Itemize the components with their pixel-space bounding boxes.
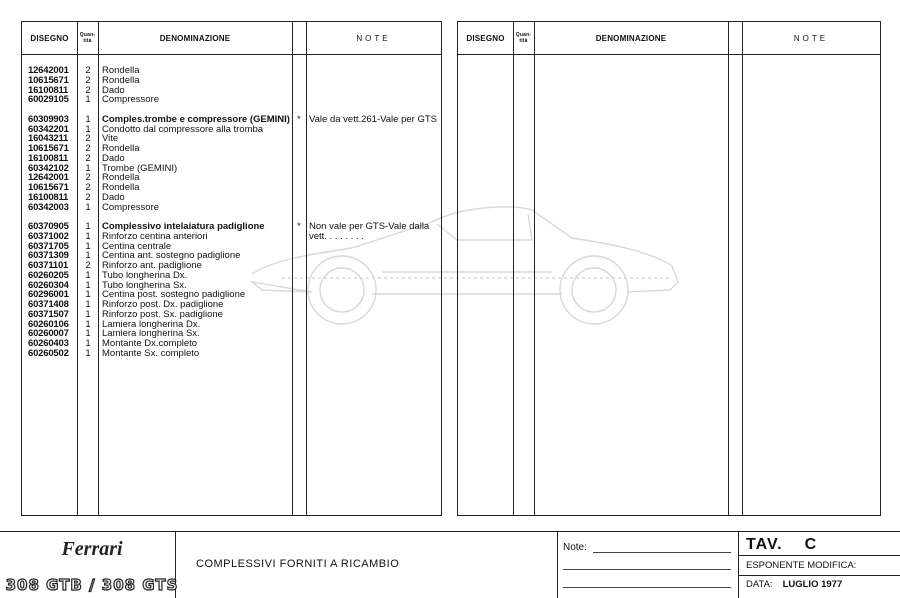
part-quantity: 2 [85, 152, 91, 164]
header-disegno: DISEGNO [30, 33, 69, 43]
part-code: 60029105 [28, 94, 69, 106]
ferrari-308-logo [5, 538, 179, 594]
part-quantity: 1 [85, 250, 91, 262]
part-name: Rondella [102, 74, 140, 86]
part-code: 60260502 [28, 347, 69, 359]
part-name: Condotto dal compressore alla tromba [102, 123, 264, 135]
part-quantity: 1 [85, 269, 91, 281]
part-name: Rinforzo ant. padiglione [102, 260, 202, 271]
part-code: 60260403 [28, 338, 69, 349]
header-denominazione: DENOMINAZIONE [159, 33, 231, 43]
part-name: Rinforzo post. Sx. padiglione [102, 308, 223, 320]
part-name: Centina ant. sostegno padiglione [102, 250, 241, 262]
part-code: 16100811 [28, 191, 69, 203]
part-name: Compressore [102, 201, 160, 213]
part-name: Trombe (GEMINI) [102, 162, 178, 174]
notes-label: Note: [563, 542, 587, 553]
title-block [0, 531, 900, 598]
part-code: 60260304 [28, 279, 69, 291]
part-name: Montante Dx.completo [102, 338, 198, 349]
date-field: DATA: LUGLIO 1977 [746, 579, 843, 590]
part-name: Rondella [102, 172, 140, 184]
part-quantity: 2 [85, 74, 91, 86]
part-name: Rinforzo post. Dx. padiglione [102, 299, 224, 310]
part-name: Tubo longherina Sx. [102, 279, 187, 291]
part-quantity: 1 [85, 347, 91, 359]
part-name: Compressore [102, 94, 160, 106]
part-name: Tubo longherina Dx. [102, 269, 188, 281]
part-quantity: 1 [85, 240, 91, 252]
part-code: 60371309 [28, 250, 69, 262]
part-quantity: 1 [85, 123, 91, 135]
part-name: Dado [102, 191, 125, 203]
note-asterisk: * [297, 221, 301, 232]
part-code: 60370905 [28, 221, 69, 232]
table-row [22, 349, 441, 359]
part-name: Rondella [102, 143, 140, 154]
table-row [22, 95, 441, 105]
part-code: 60371408 [28, 299, 69, 310]
part-code: 60260106 [28, 318, 69, 330]
part-code: 60309903 [28, 113, 69, 125]
header-quantita: Quan- tità [79, 32, 96, 44]
part-name: Rondella [102, 65, 140, 76]
svg-text:Ferrari: Ferrari [61, 538, 123, 560]
header-denominazione: DENOMINAZIONE [595, 33, 667, 43]
part-quantity: 1 [85, 279, 91, 291]
part-code: 60371705 [28, 240, 69, 252]
part-code: 16100811 [28, 152, 69, 164]
tav-value: C [804, 536, 818, 553]
part-note: Vale da vett.261-Vale per GTS [309, 113, 437, 125]
date-value: LUGLIO 1977 [782, 579, 843, 590]
part-code: 16100811 [28, 84, 69, 96]
part-code: 60260007 [28, 328, 69, 340]
part-code: 60296001 [28, 289, 69, 301]
header-quantita: Quan- tità [515, 32, 532, 44]
esponente-modifica-label: ESPONENTE MODIFICA: [746, 560, 857, 571]
parts-list [22, 66, 441, 359]
part-quantity: 2 [85, 172, 91, 184]
part-quantity: 2 [85, 84, 91, 96]
part-quantity: 1 [85, 221, 91, 232]
part-name: Dado [102, 152, 125, 164]
part-code: 12642001 [28, 172, 69, 184]
part-quantity: 1 [85, 113, 91, 125]
part-quantity: 1 [85, 201, 91, 213]
part-code: 60260205 [28, 269, 69, 281]
part-quantity: 2 [85, 260, 91, 271]
part-code: 60371507 [28, 308, 69, 320]
part-name: Rondella [102, 182, 140, 193]
part-name: Lamiera longherina Sx. [102, 328, 200, 340]
document-title: COMPLESSIVI FORNITI A RICAMBIO [196, 558, 400, 570]
tav-field: TAV. C [746, 536, 818, 553]
part-name: Centina post. sostegno padiglione [102, 289, 246, 301]
header-disegno: DISEGNO [466, 33, 505, 43]
part-quantity: 2 [85, 143, 91, 154]
part-name: Rinforzo centina anteriori [102, 230, 208, 242]
part-name: Comples.trombe e compressore (GEMINI) [102, 113, 290, 125]
part-code: 10615671 [28, 143, 69, 154]
part-name: Lamiera longherina Dx. [102, 318, 201, 330]
part-code: 60371002 [28, 230, 69, 242]
table-row [22, 203, 441, 213]
part-quantity: 1 [85, 94, 91, 106]
svg-text:308 GTB / 308 GTS: 308 GTB / 308 GTS [5, 576, 179, 594]
part-code: 12642001 [28, 65, 69, 76]
part-quantity: 1 [85, 318, 91, 330]
part-code: 10615671 [28, 74, 69, 86]
part-name: Complessivo intelaiatura padiglione [102, 221, 265, 232]
part-quantity: 2 [85, 191, 91, 203]
header-note: NOTE [356, 33, 391, 43]
part-code: 60342003 [28, 201, 69, 213]
part-note: vett. . . . . . . . [309, 230, 364, 242]
part-quantity: 1 [85, 289, 91, 301]
part-code: 16043211 [28, 133, 69, 145]
part-quantity: 1 [85, 328, 91, 340]
left-parts-table [21, 21, 442, 516]
part-code: 60342201 [28, 123, 69, 135]
part-code: 60342102 [28, 162, 69, 174]
part-quantity: 2 [85, 182, 91, 193]
part-quantity: 1 [85, 230, 91, 242]
part-quantity: 1 [85, 162, 91, 174]
part-quantity: 2 [85, 133, 91, 145]
part-name: Vite [102, 133, 119, 145]
part-name: Centina centrale [102, 240, 172, 252]
header-note: NOTE [793, 33, 829, 43]
right-parts-table [457, 21, 881, 516]
part-quantity: 1 [85, 299, 91, 310]
part-name: Montante Sx. completo [102, 347, 200, 359]
part-code: 10615671 [28, 182, 69, 193]
part-code: 60371101 [28, 260, 69, 271]
part-note: Non vale per GTS-Vale dalla [309, 221, 430, 232]
part-name: Dado [102, 84, 125, 96]
note-asterisk: * [297, 113, 301, 125]
part-quantity: 1 [85, 308, 91, 320]
part-quantity: 1 [85, 338, 91, 349]
part-quantity: 2 [85, 65, 91, 76]
